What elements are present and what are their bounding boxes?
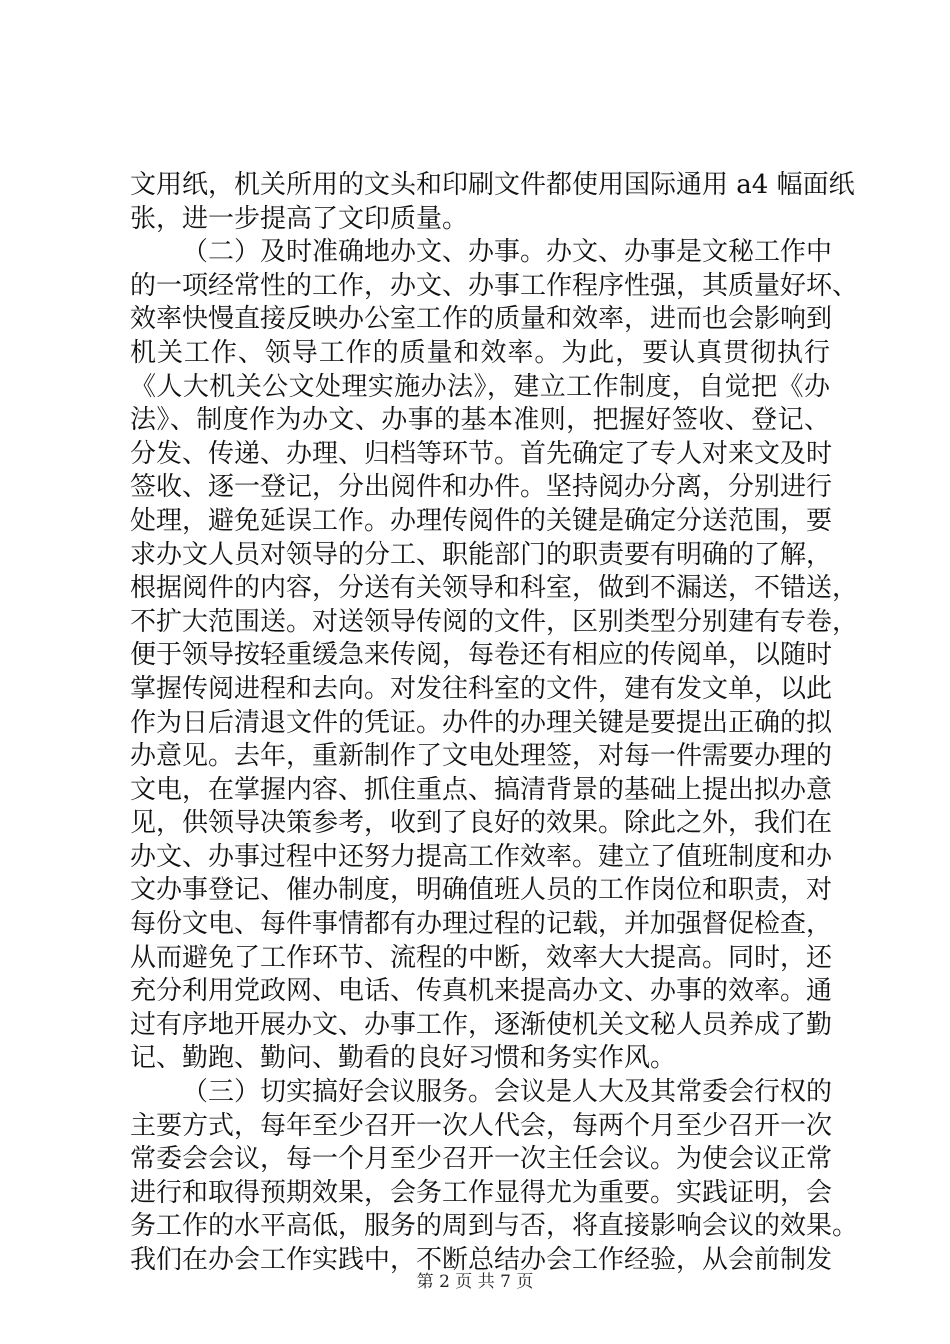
text-line: （三）切实搞好会议服务。会议是人大及其常委会行权的	[182, 1077, 833, 1108]
text-line: 文电，在掌握内容、抓住重点、搞清背景的基础上提出拟办意	[130, 774, 833, 805]
text-line: （二）及时准确地办文、办事。办文、办事是文秘工作中	[182, 237, 833, 268]
text-line: 从而避免了工作环节、流程的中断，效率大大提高。同时，还	[130, 942, 833, 973]
text-line: 记、勤跑、勤问、勤看的良好习惯和务实作风。	[130, 1043, 677, 1074]
text-line: 主要方式，每年至少召开一次人代会，每两个月至少召开一次	[130, 1110, 833, 1141]
text-line: 文办事登记、催办制度，明确值班人员的工作岗位和职责，对	[130, 875, 833, 906]
text-line: 过有序地开展办文、办事工作，逐渐使机关文秘人员养成了勤	[130, 1009, 833, 1040]
text-line: 处理，避免延误工作。办理传阅件的关键是确定分送范围，要	[130, 505, 833, 536]
text-line: 效率快慢直接反映办公室工作的质量和效率，进而也会影响到	[130, 304, 833, 335]
text-line: 我们在办会工作实践中，不断总结办会工作经验，从会前制发	[130, 1245, 833, 1275]
text-line: 机关工作、领导工作的质量和效率。为此，要认真贯彻执行	[130, 337, 830, 368]
text-line: 务工作的水平高低，服务的周到与否，将直接影响会议的效果。	[130, 1211, 859, 1242]
text-line: 办文、办事过程中还努力提高工作效率。建立了值班制度和办	[130, 841, 833, 872]
text-line: 不扩大范围送。对送领导传阅的文件，区别类型分别建有专卷，	[130, 606, 859, 637]
text-line: 分发、传递、办理、归档等环节。首先确定了专人对来文及时	[130, 438, 833, 469]
text-line: 便于领导按轻重缓急来传阅，每卷还有相应的传阅单，以随时	[130, 640, 833, 671]
text-line: 的一项经常性的工作，办文、办事工作程序性强，其质量好坏、	[130, 270, 859, 301]
text-line: 进行和取得预期效果，会务工作显得尤为重要。实践证明，会	[130, 1177, 833, 1208]
text-line: 常委会会议，每一个月至少召开一次主任会议。为使会议正常	[130, 1144, 833, 1175]
text-line: 办意见。去年，重新制作了文电处理签，对每一件需要办理的	[130, 741, 833, 772]
text-line: 作为日后清退文件的凭证。办件的办理关键是要提出正确的拟	[130, 707, 833, 738]
document-body	[130, 169, 859, 1278]
text-line: 见，供领导决策参考，收到了良好的效果。除此之外，我们在	[130, 808, 833, 839]
text-line: 签收、逐一登记，分出阅件和办件。坚持阅办分离，分别进行	[130, 472, 833, 503]
text-line: 《人大机关公文处理实施办法》，建立工作制度，自觉把《办	[130, 371, 830, 402]
page-footer: 第 2 页 共 7 页	[416, 1272, 534, 1292]
text-line: 每份文电、每件事情都有办理过程的记载，并加强督促检查，	[130, 909, 833, 940]
text-line: 法》、制度作为办文、办事的基本准则，把握好签收、登记、	[130, 405, 830, 436]
text-line: 充分利用党政网、电话、传真机来提高办文、办事的效率。通	[130, 976, 833, 1007]
text-line: 张，进一步提高了文印质量。	[130, 203, 469, 234]
text-line: 掌握传阅进程和去向。对发往科室的文件，建有发文单，以此	[130, 673, 833, 704]
text-line: 根据阅件的内容，分送有关领导和科室，做到不漏送，不错送，	[130, 573, 859, 604]
text-line: 文用纸，机关所用的文头和印刷文件都使用国际通用 a4 幅面纸	[130, 170, 855, 200]
text-line: 求办文人员对领导的分工、职能部门的职责要有明确的了解，	[130, 539, 833, 570]
